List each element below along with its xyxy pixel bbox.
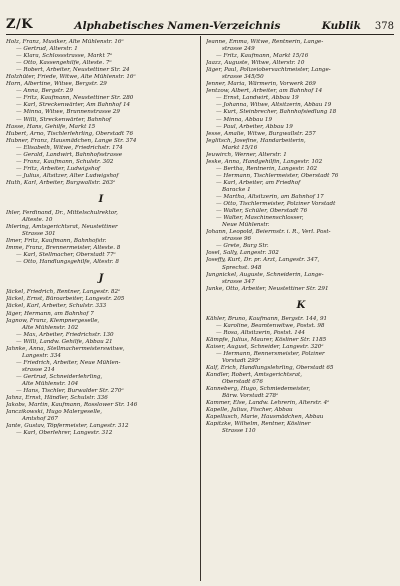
- directory-entry: — Klara, Schlossstrasse, Markt 7ᵃ: [16, 53, 113, 60]
- directory-entry: Bärw. Vorstadt 278ᵃ: [222, 393, 279, 400]
- directory-entry: Jagnow, Franz, Klempnergeselle,: [6, 317, 100, 324]
- directory-entry: — Elisabeth, Witwe, Friedrichstr. 174: [16, 144, 123, 151]
- directory-entry: Neue Mühlenstr.: [222, 222, 270, 229]
- directory-entry: Imme, Franz, Brennermeister, Alteste. 8: [6, 245, 121, 252]
- directory-entry: — Robert, Arbeiter, Neustettiner Str. 24: [16, 67, 130, 74]
- directory-entry: Baracke 1: [222, 186, 251, 193]
- directory-entry: Jeanne, Emma, Witwe, Rentnerin, Lange-: [206, 39, 324, 45]
- directory-entry: Ihlering, Amtsgerichtsrat, Neustettiner: [6, 224, 118, 231]
- letter-range: Z/K: [6, 17, 34, 32]
- directory-entry: — Walter, Schüler, Oberstadt 76: [216, 208, 308, 215]
- directory-entry: Jaazz, Auguste, Witwe, Alterstr. 10: [206, 60, 305, 67]
- directory-entry: Jungnickel, Auguste, Schneiderin, Lange-: [206, 271, 324, 278]
- directory-entry: — Hans, Tischler, Burwalder Str. 270ᵃ: [16, 388, 124, 395]
- directory-entry: — Karl, Stellmacher, Oberstadt 77ᵃ: [16, 252, 116, 259]
- directory-entry: — Kurt, Steinbrecher, Bahnhofsiedlung 18: [216, 109, 337, 116]
- directory-entry: — Bertha, Rentnerin, Langestr. 102: [216, 165, 318, 172]
- directory-entry: Jenner, Maria, Wärmerin, Vorwerk 269: [206, 81, 316, 88]
- right-column: [206, 39, 396, 435]
- directory-entry: Strasse 301: [22, 231, 56, 238]
- directory-entry: strasse 249: [222, 46, 255, 53]
- directory-entry: Kapitzke, Wilhelm, Rentner, Kösliner: [206, 421, 311, 428]
- directory-entry: Amtshof 267: [22, 416, 58, 423]
- directory-entry: Jesse, Amalie, Witwe, Burgwallstr. 257: [206, 130, 316, 137]
- directory-entry: Kandler, Robert, Amtsgerichtsrat,: [206, 372, 303, 379]
- directory-entry: — Julius, Altsitzer, Alter Ludwigshof: [16, 172, 119, 179]
- directory-entry: Strasse 110: [222, 428, 256, 435]
- directory-entry: Huth, Karl, Arbeiter, Burgwallstr. 263ᵃ: [6, 179, 116, 186]
- directory-entry: Jeglitsch, Josefine, Handarbeiterin,: [206, 137, 306, 144]
- directory-entry: — Gertrud, Schneiderlehrling,: [16, 373, 103, 380]
- section-letter: K: [296, 299, 306, 311]
- directory-entry: — Grete, Burg Str.: [216, 243, 269, 250]
- directory-entry: — Otto, Kassengehilfe, Alteste. 7ᵃ: [16, 60, 112, 67]
- page-header: [6, 14, 394, 32]
- directory-entry: Jante, Gustav, Töpfermeister, Langestr. 312: [6, 423, 129, 430]
- directory-entry: — Otto, Handlungsgehilfe, Altestr. 8: [16, 259, 119, 266]
- directory-entry: — Fritz, Kaufmann, Neustettiner Str. 280: [16, 95, 134, 102]
- directory-entry: — Minna, Abbau 19: [216, 116, 273, 123]
- directory-entry: strasse 347: [222, 278, 255, 285]
- directory-entry: — Franz, Kaufmann, Schulstr. 302: [16, 158, 114, 165]
- directory-entry: Jentzow, Albert, Arbeiter, am Bahnhof 14: [206, 88, 323, 95]
- directory-entry: Hubert, Arno, Tischlerlehrling, Oberstadt 76: [6, 130, 134, 137]
- directory-entry: Oberstadt 676: [222, 379, 263, 386]
- left-column: [6, 39, 196, 437]
- directory-entry: Josel, Sally, Langestr. 302: [206, 250, 279, 257]
- directory-entry: strasse 96: [222, 236, 252, 243]
- directory-entry: — Hermann, Rennersmeister, Polziner: [216, 350, 325, 357]
- directory-entry: Kaiser, August, Schneider, Langestr. 320ᵃ: [206, 343, 324, 350]
- directory-entry: — Gerald, Landwirt, Bahnhofsstrasse: [16, 151, 123, 158]
- directory-entry: — Johanna, Witwe, Altsitzerin, Abbau 19: [216, 102, 332, 109]
- directory-entry: — Rosa, Altsitzerin, Postst. 144: [216, 329, 305, 336]
- directory-entry: Jahnke, Anna, Stellmachermeisterswitwe,: [6, 345, 125, 352]
- directory-entry: Jäckel, Karl, Arbeiter, Schulstr. 333: [6, 303, 107, 310]
- directory-entry: Holz, Franz, Musiker, Alte Mühlenstr. 16ᵃ: [6, 39, 124, 45]
- directory-entry: Jeske, Anna, Handgehilfin, Langestr. 102: [206, 158, 323, 165]
- directory-entry: Jäger, Paul, Polizeiobervachtmeister, Lange-: [206, 67, 331, 74]
- directory-entry: — Friedrich, Arbeiter, Neue Mühlen-: [16, 359, 121, 366]
- directory-entry: Hasse, Hans, Gehilfe, Markt 15: [6, 123, 96, 130]
- directory-entry: Langestr. 334: [22, 352, 61, 359]
- directory-entry: Kanneberg, Hugo, Schmiedemeister,: [206, 386, 311, 393]
- directory-entry: Ihler, Ferdinand, Dr., Mittelschulrektor,: [6, 209, 118, 216]
- page-title: Alphabetisches Namen-Verzeichnis: [74, 20, 281, 32]
- directory-entry: Holzhüter, Friede, Witwe, Alte Mühlenstr. 16ᵃ: [6, 74, 136, 81]
- directory-entry: Jäger, Hermann, am Bahnhof 7: [6, 310, 94, 317]
- directory-entry: Alte Mühlenstr. 102: [22, 324, 79, 331]
- directory-entry: — Paul, Arbeiter, Abbau 19: [216, 123, 293, 130]
- directory-entry: — Minna, Witwe, Brunnenstrasse 29: [16, 109, 120, 116]
- directory-entry: — Fritz, Kaufmann, Markt 15/16: [216, 53, 309, 60]
- directory-entry: Ilmer, Fritz, Kaufmann, Bahnhofstr.: [6, 238, 107, 245]
- directory-entry: Alte Mühlenstr. 104: [22, 380, 79, 387]
- directory-entry: — Karoline, Beamtenwitwe, Postst. 98: [216, 322, 325, 329]
- directory-entry: Kämpfe, Julius, Maurer, Kösliner Str. 1185: [206, 336, 327, 343]
- section-letter: I: [98, 193, 104, 205]
- directory-entry: — Karl, Streckenwärter, Am Bahnhof 14: [16, 102, 131, 109]
- catchword: Kublik: [321, 20, 361, 32]
- directory-entry: strasse 345/50: [222, 74, 264, 81]
- directory-entry: Jäckel, Friedrich, Rentner, Langestr. 82ᵃ: [6, 289, 121, 296]
- directory-entry: Kammer, Else, Landw. Lehrerin, Alterstr. 4ᵃ: [206, 400, 330, 407]
- directory-entry: Kapelle, Julius, Fischer, Abbau: [206, 407, 293, 414]
- directory-entry: Jahnz, Ernst, Händler, Schulstr. 336: [6, 395, 108, 402]
- directory-entry: Kalf, Erich, Handlungslehrling, Oberstadt 65: [206, 365, 334, 372]
- directory-entry: — Willi, Landw. Gehilfe, Abbau 21: [16, 338, 113, 345]
- directory-entry: Alteste. 10: [22, 217, 53, 224]
- page-number: 378: [374, 21, 394, 32]
- directory-entry: — Walter, Maschinenschlosser,: [216, 215, 304, 222]
- column-divider: [200, 36, 201, 581]
- directory-entry: — Karl, Oberlehrer, Langestr. 312: [16, 430, 113, 437]
- directory-entry: Vorstadt 295ᵃ: [222, 357, 261, 364]
- directory-entry: Janczikowski, Hugo Malergeselle,: [6, 409, 102, 416]
- directory-entry: Jakobs, Martin, Kaufmann, Rosslower Str. 146: [6, 402, 138, 409]
- directory-entry: — Max, Arbeiter, Friedrichstr. 130: [16, 331, 114, 338]
- directory-entry: Hubner, Franz, Hausmädchen, Lange Str. 374: [6, 137, 137, 144]
- directory-entry: Horn, Albertine, Witwe, Bergstr. 29: [6, 81, 107, 88]
- directory-entry: — Gertrud, Alterstr. 1: [16, 46, 78, 53]
- directory-entry: — Fritz, Arbeiter, Ludwigshof: [16, 165, 101, 172]
- directory-entry: strasse 214: [22, 366, 55, 373]
- directory-entry: Kähler, Bruno, Kaufmann, Bergstr. 144, 91: [206, 315, 328, 322]
- section-letter: J: [98, 273, 104, 285]
- directory-entry: — Anna, Bergstr. 29: [16, 88, 74, 95]
- directory-entry: — Martha, Altsitzerin, am Bahnhof 17: [216, 194, 324, 201]
- directory-entry: Markt 15/16: [222, 144, 258, 151]
- directory-entry: — Hermann, Tischlermeister, Oberstadt 76: [216, 172, 339, 179]
- directory-entry: Jäckel, Ernst, Büroarbeiter, Langestr. 205: [6, 296, 125, 303]
- directory-entry: — Willi, Streckenwärter, Bahnhof: [16, 116, 111, 123]
- directory-entry: — Otto, Tischlermeister, Polziner Vorstadt: [216, 201, 336, 208]
- directory-entry: Sprechst. 948: [222, 264, 262, 271]
- header-right: [322, 20, 394, 32]
- directory-entry: Junke, Otto, Arbeiter, Neustettiner Str. 291: [206, 285, 329, 292]
- directory-entry: Jeuwirch, Werner, Alterstr. 1: [206, 151, 287, 158]
- directory-entry: Kapellusch, Marie, Hausmädchen, Abbau: [206, 414, 324, 421]
- header-rule: [6, 34, 394, 35]
- directory-entry: — Karl, Arbeiter, am Friedhof: [216, 179, 301, 186]
- directory-entry: Joseffy, Kurt, Dr. pr. Arzt, Langestr. 347,: [206, 257, 320, 264]
- directory-entry: Johann, Leopold, Beiermstr. i. R., Verl. Post-: [206, 229, 331, 236]
- directory-entry: — Ernst, Landwirt, Abbau 19: [216, 95, 299, 102]
